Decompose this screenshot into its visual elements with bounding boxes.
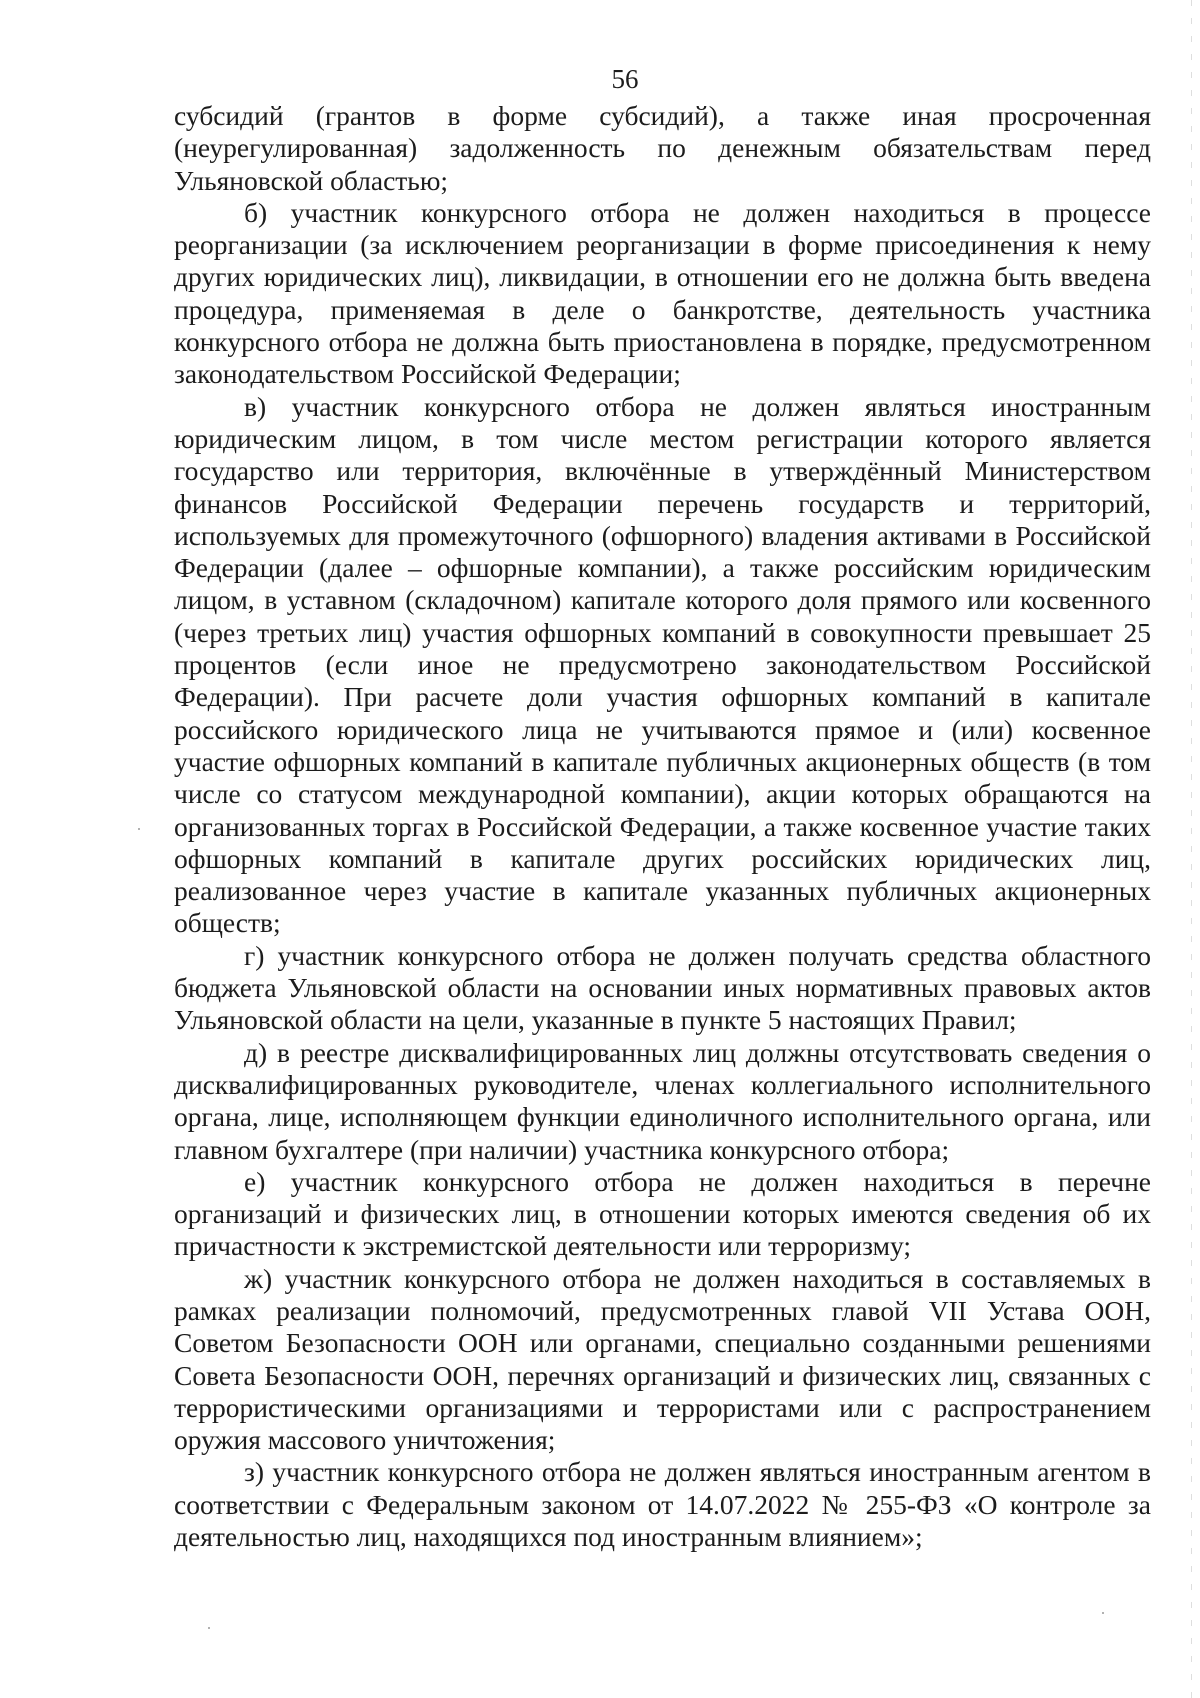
paragraph-item-d: д) в реестре дисквалифицированных лиц должны отсутствовать сведения о дисквалифицированных руководителе, членах коллегиального исполнительного органа, лице, исполняющем функции единоличного исполнительного органа, или главном бухгалтере (при наличии) участника конкурсного отбора; [174, 1036, 1151, 1165]
paragraph-item-zh: ж) участник конкурсного отбора не должен находиться в составляемых в рамках реализации полномочий, предусмотренных главой VII Устава ООН, Советом Безопасности ООН или органами, специально созданными решениями Совета Безопасности ООН, перечнях организаций и физических лиц, связанных с террористическими организациями и террористами или с распространением оружия массового уничтожения; [174, 1262, 1151, 1456]
scan-margin-mark [1191, 0, 1192, 1698]
paragraph-item-v: в) участник конкурсного отбора не должен являться иностранным юридическим лицом, в том числе местом регистрации которого является государство или территория, включённые в утверждённый Министерством финансов Российской Федерации перечень государств и территорий, используемых для промежуточного (офшорного) владения активами в Российской Федерации (далее – офшорные компании), а также российским юридическим лицом, в уставном (складочном) капитале которого доля прямого или косвенного (через третьих лиц) участия офшорных компаний в совокупности превышает 25 процентов (если иное не предусмотрено законодательством Российской Федерации). При расчете доли участия офшорных компаний в капитале российского юридического лица не учитываются прямое и (или) косвенное участие офшорных компаний в капитале публичных акционерных обществ (в том числе со статусом международной компании), акции которых обращаются на организованных торгах в Российской Федерации, а также косвенное участие таких офшорных компаний в капитале других российских юридических лиц, реализованное через участие в капитале указанных публичных акционерных обществ; [174, 390, 1151, 939]
paragraph-item-z: з) участник конкурсного отбора не должен являться иностранным агентом в соответствии с Федеральным законом от 14.07.2022 № 255-ФЗ «О контроле за деятельностью лиц, находящихся под иностранным влиянием»; [174, 1456, 1151, 1553]
scan-speck [138, 828, 140, 830]
paragraph-item-b: б) участник конкурсного отбора не должен находиться в процессе реорганизации (за исключением реорганизации в форме присоединения к нему других юридических лиц), ликвидации, в отношении его не должна быть введена процедура, применяемая в деле о банкротстве, деятельность участника конкурсного отбора не должна быть приостановлена в порядке, предусмотренном законодательством Российской Федерации; [174, 196, 1151, 390]
paragraph-continuation: субсидий (грантов в форме субсидий), а также иная просроченная (неурегулированная) задолженность по денежным обязательствам перед Ульяновской областью; [174, 100, 1151, 196]
scan-speck [1102, 1612, 1104, 1614]
paragraph-item-g: г) участник конкурсного отбора не должен получать средства областного бюджета Ульяновской области на основании иных нормативных правовых актов Ульяновской области на цели, указанные в пункте 5 настоящих Правил; [174, 939, 1151, 1036]
paragraph-item-e: е) участник конкурсного отбора не должен находиться в перечне организаций и физических лиц, в отношении которых имеются сведения об их причастности к экстремистской деятельности или терроризму; [174, 1165, 1151, 1262]
page-number: 56 [611, 64, 639, 94]
scan-speck [208, 1627, 210, 1629]
document-body [174, 100, 1151, 1553]
